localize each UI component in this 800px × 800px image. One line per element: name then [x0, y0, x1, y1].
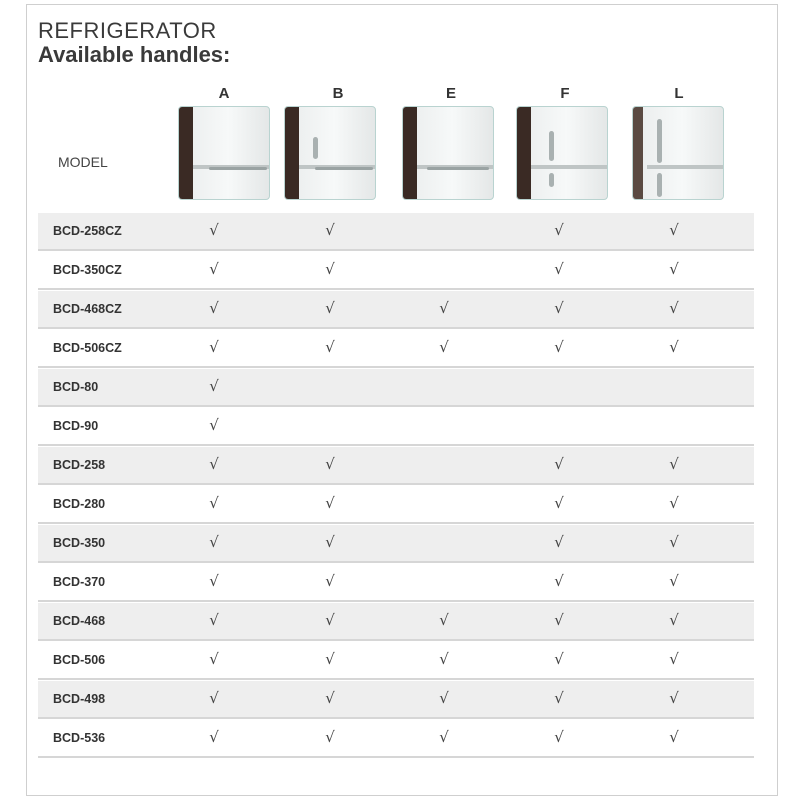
column-header-a: A [218, 85, 230, 102]
check-mark-l: √ [669, 533, 679, 551]
table-row [38, 408, 754, 446]
check-mark-b: √ [325, 260, 335, 278]
column-header-f: F [560, 85, 570, 102]
check-mark-f: √ [554, 338, 564, 356]
check-mark-l: √ [669, 728, 679, 746]
page-subtitle: Available handles: [38, 42, 231, 67]
check-mark-a: √ [209, 689, 219, 707]
column-header-l: L [674, 85, 684, 102]
page-title: REFRIGERATOR [38, 18, 217, 43]
row-divider [38, 483, 754, 485]
check-mark-a: √ [209, 533, 219, 551]
check-mark-l: √ [669, 260, 679, 278]
check-mark-f: √ [554, 611, 564, 629]
check-mark-a: √ [209, 494, 219, 512]
row-divider [38, 561, 754, 563]
row-divider [38, 600, 754, 602]
model-name: BCD-506 [53, 653, 106, 667]
check-mark-f: √ [554, 689, 564, 707]
handle-f-image [516, 106, 608, 200]
row-divider [38, 522, 754, 524]
check-mark-b: √ [325, 494, 335, 512]
model-name: BCD-350 [53, 536, 106, 550]
check-mark-a: √ [209, 455, 219, 473]
table-row [38, 720, 754, 758]
check-mark-f: √ [554, 572, 564, 590]
check-mark-f: √ [554, 299, 564, 317]
model-name: BCD-370 [53, 575, 106, 589]
check-mark-f: √ [554, 455, 564, 473]
row-divider [38, 249, 754, 251]
check-mark-f: √ [554, 260, 564, 278]
handle-a-image [178, 106, 270, 200]
check-mark-l: √ [669, 650, 679, 668]
check-mark-e: √ [439, 299, 449, 317]
model-name: BCD-536 [53, 731, 106, 745]
model-name: BCD-468CZ [53, 302, 122, 316]
check-mark-a: √ [209, 572, 219, 590]
check-mark-b: √ [325, 221, 335, 239]
check-mark-b: √ [325, 338, 335, 356]
column-header-b: B [332, 85, 344, 102]
row-divider [38, 717, 754, 719]
table-row [38, 252, 754, 290]
table-row [38, 564, 754, 602]
check-mark-b: √ [325, 572, 335, 590]
check-mark-f: √ [554, 221, 564, 239]
check-mark-e: √ [439, 650, 449, 668]
check-mark-a: √ [209, 338, 219, 356]
table-row [38, 525, 754, 563]
check-mark-f: √ [554, 728, 564, 746]
table-row [38, 369, 754, 407]
check-mark-b: √ [325, 611, 335, 629]
check-mark-b: √ [325, 650, 335, 668]
check-mark-a: √ [209, 416, 219, 434]
row-divider [38, 678, 754, 680]
model-name: BCD-258 [53, 458, 106, 472]
model-name: BCD-350CZ [53, 263, 122, 277]
check-mark-a: √ [209, 260, 219, 278]
check-mark-a: √ [209, 650, 219, 668]
check-mark-a: √ [209, 299, 219, 317]
check-mark-e: √ [439, 689, 449, 707]
handle-l-image [632, 106, 724, 200]
check-mark-l: √ [669, 611, 679, 629]
check-mark-b: √ [325, 533, 335, 551]
check-mark-l: √ [669, 572, 679, 590]
check-mark-b: √ [325, 455, 335, 473]
check-mark-b: √ [325, 689, 335, 707]
row-divider [38, 756, 754, 758]
check-mark-f: √ [554, 494, 564, 512]
check-mark-a: √ [209, 221, 219, 239]
table-row [38, 213, 754, 251]
table-row [38, 681, 754, 719]
check-mark-a: √ [209, 611, 219, 629]
model-name: BCD-468 [53, 614, 106, 628]
check-mark-f: √ [554, 650, 564, 668]
check-mark-l: √ [669, 221, 679, 239]
row-divider [38, 288, 754, 290]
check-mark-l: √ [669, 338, 679, 356]
handle-e-image [402, 106, 494, 200]
model-column-header: MODEL [58, 154, 108, 170]
check-mark-b: √ [325, 299, 335, 317]
row-divider [38, 327, 754, 329]
model-name: BCD-90 [53, 419, 99, 433]
check-mark-l: √ [669, 494, 679, 512]
check-mark-l: √ [669, 299, 679, 317]
model-name: BCD-258CZ [53, 224, 122, 238]
check-mark-b: √ [325, 728, 335, 746]
column-header-e: E [445, 85, 456, 102]
table-row [38, 603, 754, 641]
check-mark-a: √ [209, 728, 219, 746]
model-name: BCD-80 [53, 380, 99, 394]
row-divider [38, 366, 754, 368]
handle-b-image [284, 106, 376, 200]
check-mark-e: √ [439, 611, 449, 629]
row-divider [38, 405, 754, 407]
table-row [38, 291, 754, 329]
table-row [38, 330, 754, 368]
check-mark-f: √ [554, 533, 564, 551]
table-row [38, 486, 754, 524]
model-name: BCD-280 [53, 497, 106, 511]
check-mark-a: √ [209, 377, 219, 395]
check-mark-e: √ [439, 728, 449, 746]
model-name: BCD-506CZ [53, 341, 122, 355]
row-divider [38, 639, 754, 641]
check-mark-e: √ [439, 338, 449, 356]
table-row [38, 642, 754, 680]
check-mark-l: √ [669, 455, 679, 473]
row-divider [38, 444, 754, 446]
model-name: BCD-498 [53, 692, 106, 706]
table-row [38, 447, 754, 485]
check-mark-l: √ [669, 689, 679, 707]
